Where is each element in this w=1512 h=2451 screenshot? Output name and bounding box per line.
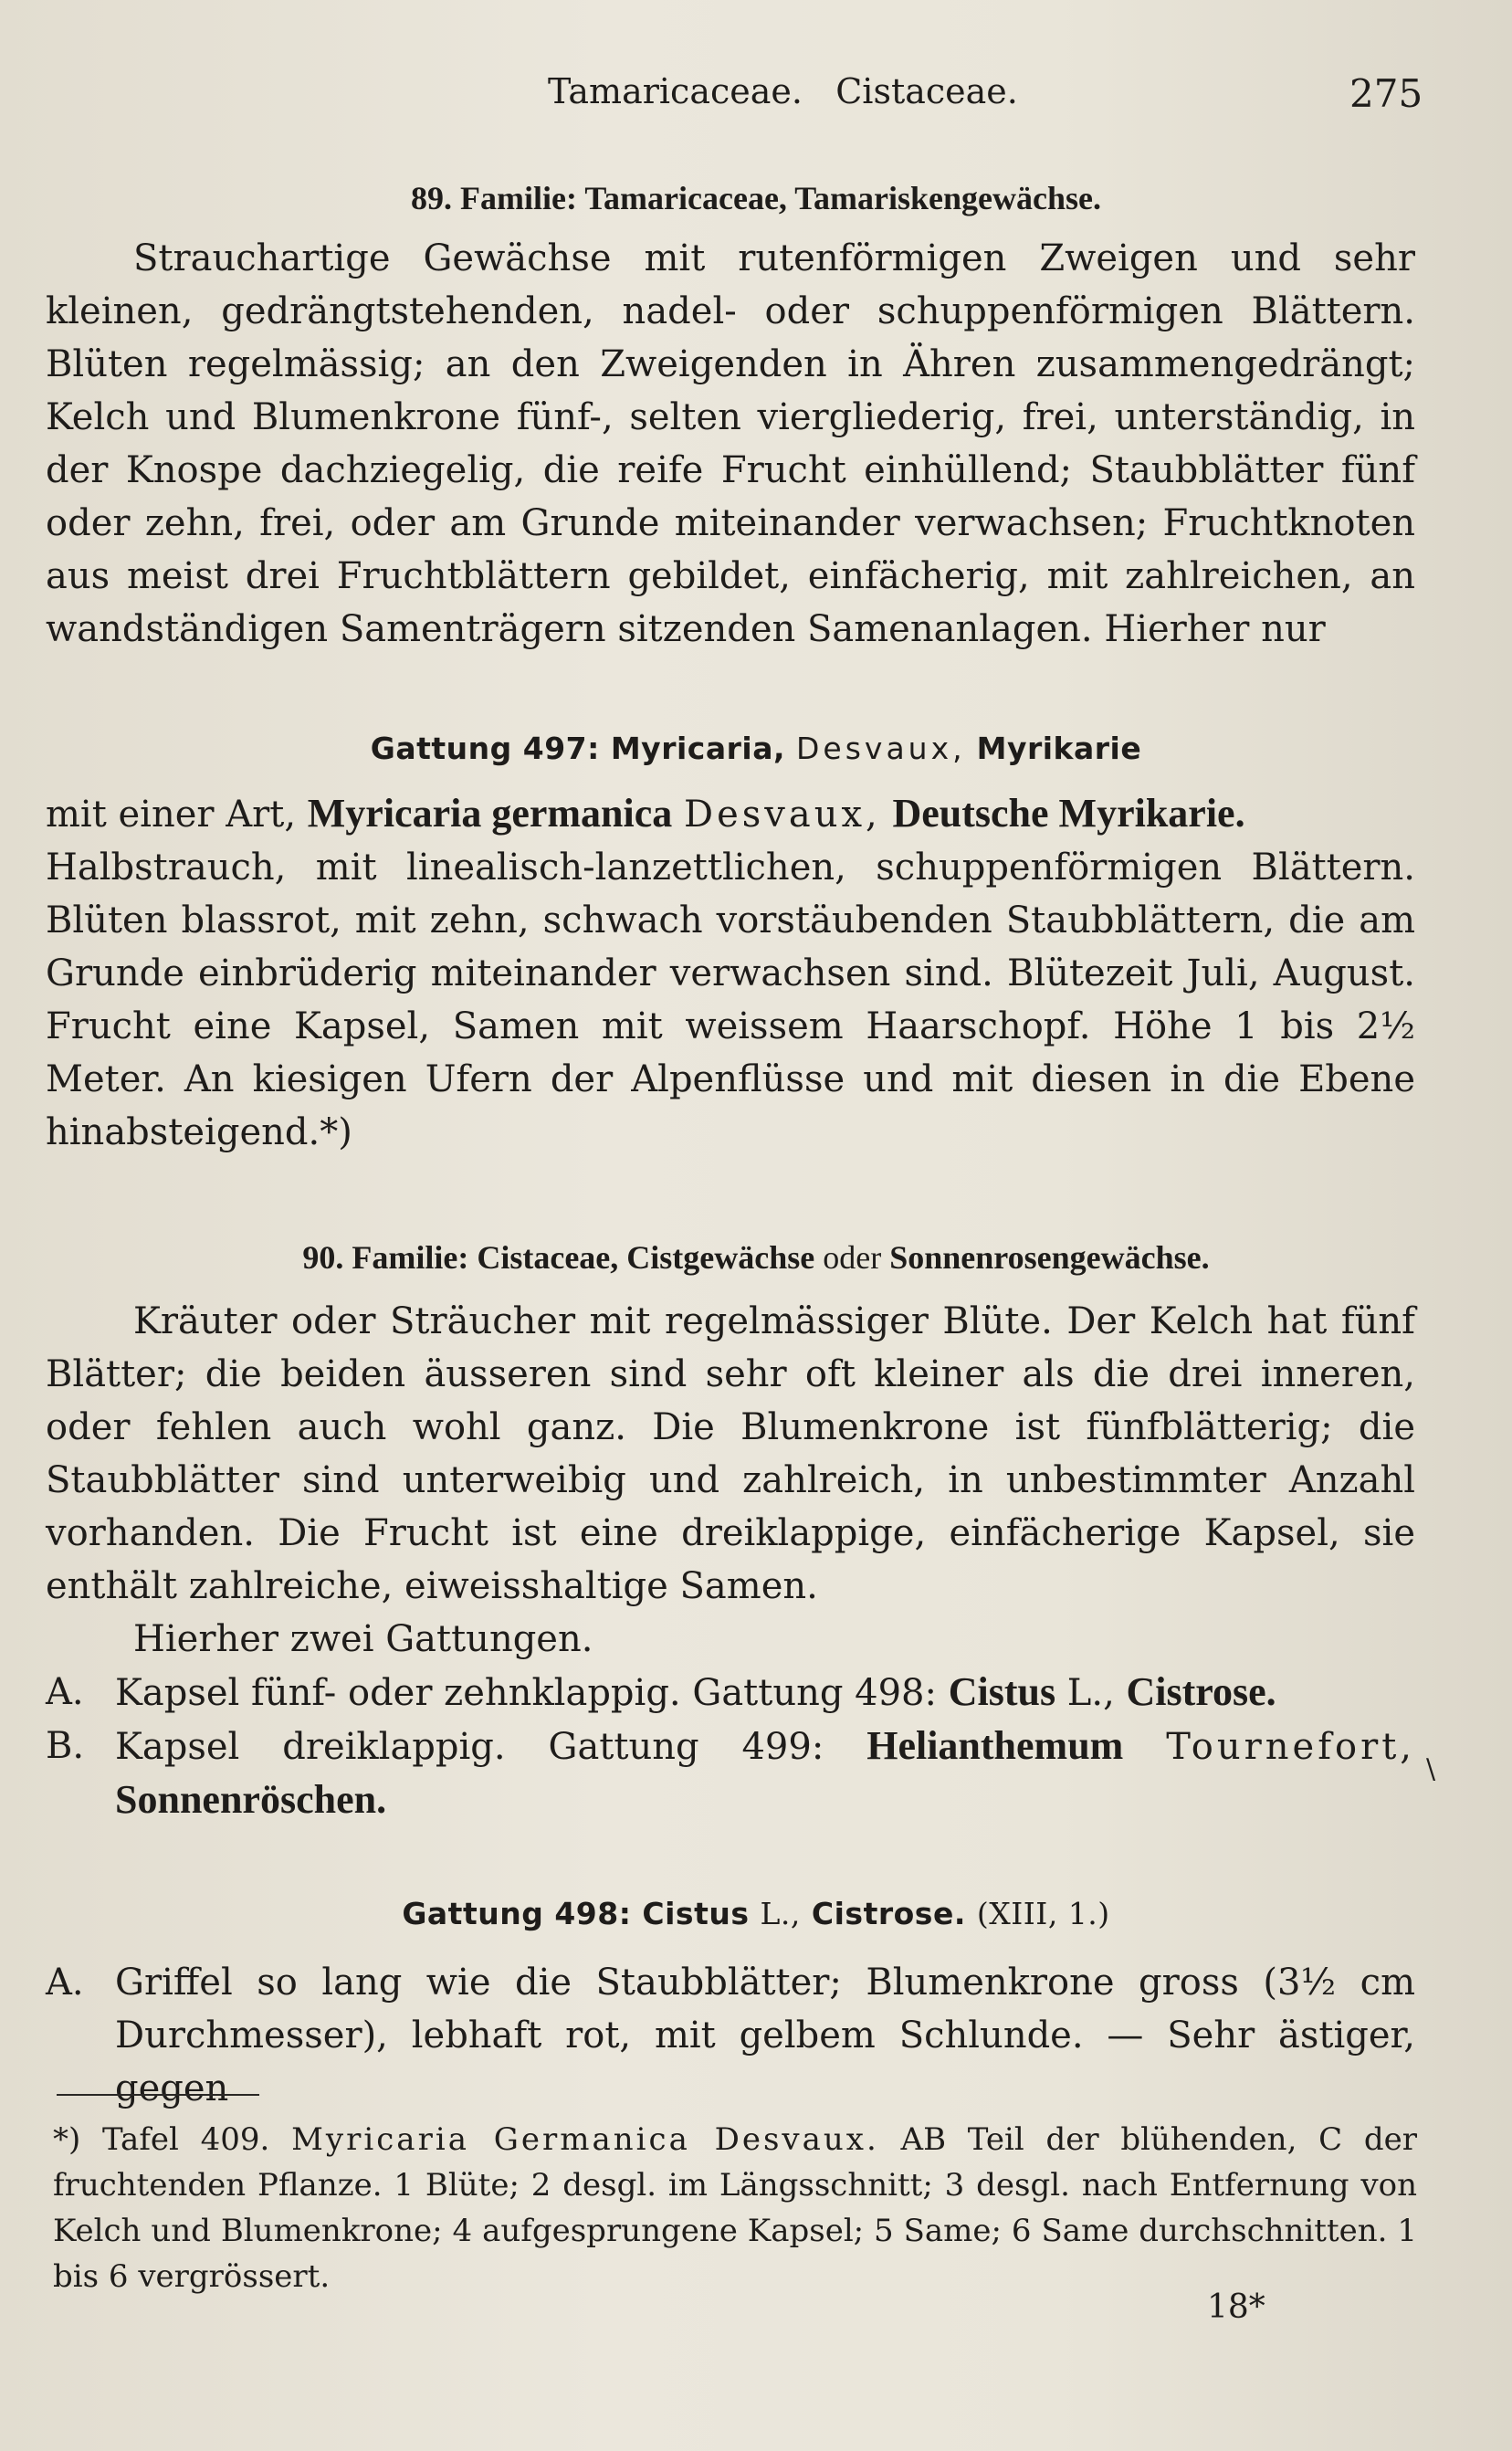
footnote-separator (57, 2094, 259, 2096)
genus-498-plate: (XIII, 1.) (976, 1896, 1110, 1931)
key-item-a-text: Kapsel fünf- oder zehnklappig. Gattung 498: (115, 1672, 937, 1714)
genus-497-common: Myrikarie (976, 731, 1142, 766)
page-number: 275 (1349, 71, 1423, 116)
family-90-block (46, 1295, 1415, 1827)
genus-497-heading (0, 731, 1512, 766)
genus-498-item-a-text: Griffel so lang wie die Staubblätter; Blumenkrone gross (3½ cm Durchmesser), lebhaft rot, mit gelbem Schlunde. — Sehr ästiger, gegen (115, 1962, 1415, 2109)
genus-497-label: Gattung 497: (370, 731, 600, 766)
stray-print-mark: \ (1426, 1753, 1436, 1785)
key-item-b-author: Tournefort, (1166, 1726, 1416, 1768)
footnote (53, 2117, 1417, 2299)
family-89-heading (0, 179, 1512, 217)
genus-498-author: L., (760, 1896, 801, 1931)
genus-498-item-a (46, 1956, 1415, 2115)
family-90-connector: oder (823, 1239, 882, 1276)
genus-497-intro: mit einer Art, (46, 794, 297, 836)
species-common-name: Deutsche Myrikarie. (892, 791, 1245, 836)
genus-497-description: Halbstrauch, mit linealisch-lanzettlichen, schuppenförmigen Blättern. Blüten blassrot, mit zehn, schwach vorstäubenden Staubblättern, die am Grunde einbrüderig miteinander verwachsen sind. Blütezeit Juli, August. Frucht eine Kapsel, Samen mit weissem Haarschopf. Höhe 1 bis 2½ Meter. An kiesigen Ufern der Alpenflüsse und mit diesen in die Ebene hinabsteigend.*) (46, 847, 1415, 1153)
genus-498-label: Gattung 498: (402, 1896, 632, 1931)
key-item-a-author: L., (1066, 1672, 1115, 1714)
genus-497-genus: Myricaria, (610, 731, 786, 766)
key-item-a-label: A. (46, 1671, 84, 1713)
sheet-signature: 18* (1207, 2288, 1265, 2326)
key-item-a-genus: Cistus (948, 1669, 1056, 1714)
genus-498-common: Cistrose. (811, 1896, 966, 1931)
family-90-label: Familie: (352, 1239, 469, 1276)
genus-498-item-a-label: A. (46, 1962, 84, 2004)
key-item-a-common: Cistrose. (1126, 1669, 1276, 1714)
genus-497-species-line (46, 787, 1415, 841)
key-item-b-genus: Helianthemum (866, 1723, 1124, 1768)
family-90-alt-name: Sonnenrosengewächse. (889, 1239, 1210, 1276)
family-89-name: Tamaricaceae, Tamariskengewächse. (584, 180, 1101, 216)
footnote-marker: *) (53, 2121, 81, 2158)
family-90-intro: Hierher zwei Gattungen. (133, 1618, 593, 1660)
running-header (0, 71, 1512, 126)
genus-498-heading (0, 1896, 1512, 1931)
family-90-number: 90. (302, 1239, 344, 1276)
family-89-description: Strauchartige Gewächse mit rutenförmigen Zweigen und sehr kleinen, gedrängtstehenden, nadel- oder schuppenförmigen Blättern. Blüten regelmässig; an den Zweigenden in Ähren zusammengedrängt; Kelch und Blumenkrone fünf-, selten viergliederig, frei, unterständig, in der Knospe dachziegelig, die reife Frucht einhüllend; Staubblätter fünf oder zehn, frei, oder am Grunde miteinander verwachsen; Fruchtknoten aus meist drei Fruchtblättern gebildet, einfächerig, mit zahlreichen, an wandständigen Samenträgern sitzenden Samenanlagen. Hierher nur (46, 237, 1415, 650)
genus-497-author: Desvaux, (796, 731, 966, 766)
species-author: Desvaux, (684, 794, 881, 836)
family-90-heading (0, 1238, 1512, 1277)
key-item-b-common: Sonnenröschen. (115, 1777, 387, 1822)
running-title: Tamaricaceae. Cistaceae. (548, 71, 1018, 111)
key-item-b-label: B. (46, 1725, 85, 1767)
genus-498-block (46, 1956, 1415, 2115)
key-item-b (46, 1720, 1415, 1827)
genus-497-description-block (46, 787, 1415, 1159)
key-item-b-text: Kapsel dreiklappig. Gattung 499: (115, 1726, 824, 1768)
family-89-number: 89. (411, 180, 453, 216)
footnote-plate: Tafel 409. (102, 2121, 270, 2158)
family-89-label: Familie: (460, 180, 577, 216)
footnote-species: Myricaria Germanica Desvaux. (291, 2121, 879, 2158)
genus-498-genus: Cistus (642, 1896, 750, 1931)
family-90-name: Cistaceae, Cistgewächse (477, 1239, 815, 1276)
key-item-a (46, 1666, 1415, 1720)
species-name: Myricaria germanica (307, 791, 673, 836)
footnote-text: AB Teil der blühenden, C der fruchtenden Pflanze. 1 Blüte; 2 desgl. im Längsschnitt; 3 desgl. nach Entfernung von Kelch und Blumenkrone; 4 aufgesprungene Kapsel; 5 Same; 6 Same durchschnitten. 1 bis 6 vergrössert. (53, 2121, 1418, 2295)
family-90-description: Kräuter oder Sträucher mit regelmässiger Blüte. Der Kelch hat fünf Blätter; die beiden äusseren sind sehr oft kleiner als die drei inneren, oder fehlen auch wohl ganz. Die Blumenkrone ist fünfblätterig; die Staubblätter sind unterweibig und zahlreich, in unbestimmter Anzahl vorhanden. Die Frucht ist eine dreiklappige, einfächerige Kapsel, sie enthält zahlreiche, eiweisshaltige Samen. (46, 1300, 1415, 1607)
